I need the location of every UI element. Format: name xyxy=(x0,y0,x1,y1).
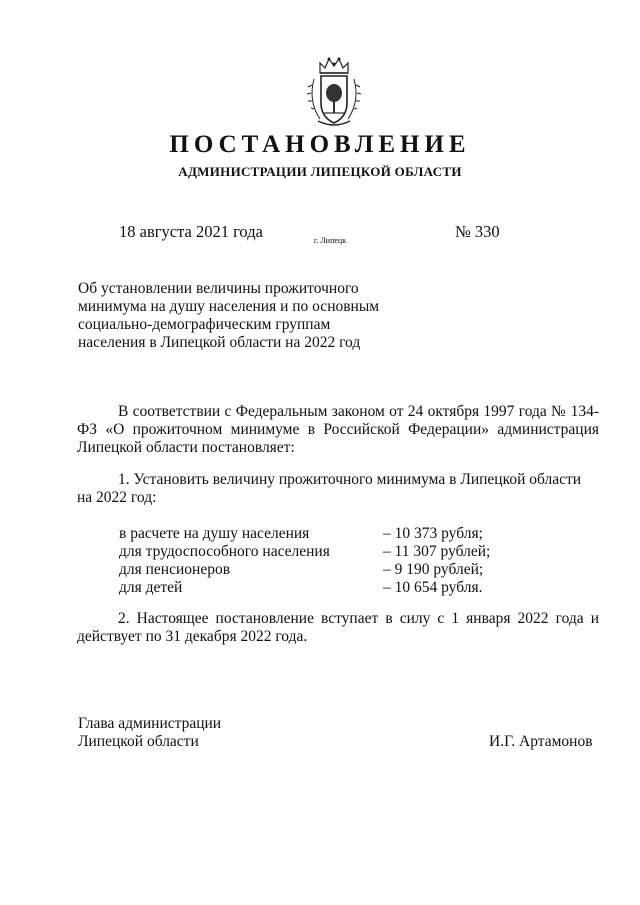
clause-2-paragraph: 2. Настоящее постановление вступает в силу с 1 января 2022 года и действует по 31 декабря 2022 года. xyxy=(77,610,599,645)
rates-list xyxy=(119,525,599,597)
rate-row xyxy=(119,561,599,579)
document-subtitle: АДМИНИСТРАЦИИ ЛИПЕЦКОЙ ОБЛАСТИ xyxy=(178,164,462,179)
rate-label: в расчете на душу населения xyxy=(119,525,310,542)
preamble-paragraph: В соответствии с Федеральным законом от 24 октября 1997 года № 134-ФЗ «О прожиточном минимуме в Российской Федерации» администрация Липецкой области постановляет: xyxy=(77,403,599,456)
rate-label: для трудоспособного населения xyxy=(119,543,330,560)
rate-value: – 10 654 рубля. xyxy=(383,579,483,596)
document-date: 18 августа 2021 года xyxy=(119,222,263,241)
document-number: № 330 xyxy=(455,222,500,241)
lipetsk-coat-of-arms-icon xyxy=(306,55,362,129)
subject-line: Об установлении величины прожиточного xyxy=(78,280,359,297)
document-title: ПОСТАНОВЛЕНИЕ xyxy=(169,131,471,158)
subject-line: населения в Липецкой области на 2022 год xyxy=(78,334,361,351)
subject-line: социально-демографическим группам xyxy=(78,316,331,333)
subject-line: минимума на душу населения и по основным xyxy=(78,298,380,315)
document-subject xyxy=(78,280,379,352)
signatory-role-line: Глава администрации xyxy=(78,715,222,732)
signatory-name: И.Г. Артамонов xyxy=(489,733,593,750)
rate-label: для детей xyxy=(119,579,183,596)
rate-row xyxy=(119,543,599,561)
rate-value: – 9 190 рублей; xyxy=(383,561,484,578)
clause-1-paragraph: 1. Установить величину прожиточного минимума в Липецкой области на 2022 год: xyxy=(77,471,582,506)
document-place: г. Липецк xyxy=(314,236,347,245)
signatory-role-line: Липецкой области xyxy=(78,733,199,750)
rate-row xyxy=(119,579,599,597)
rate-value: – 11 307 рублей; xyxy=(383,543,491,560)
rate-row xyxy=(119,525,599,543)
rate-value: – 10 373 рубля; xyxy=(383,525,483,542)
rate-label: для пенсионеров xyxy=(119,561,231,578)
signatory-role xyxy=(78,715,221,751)
